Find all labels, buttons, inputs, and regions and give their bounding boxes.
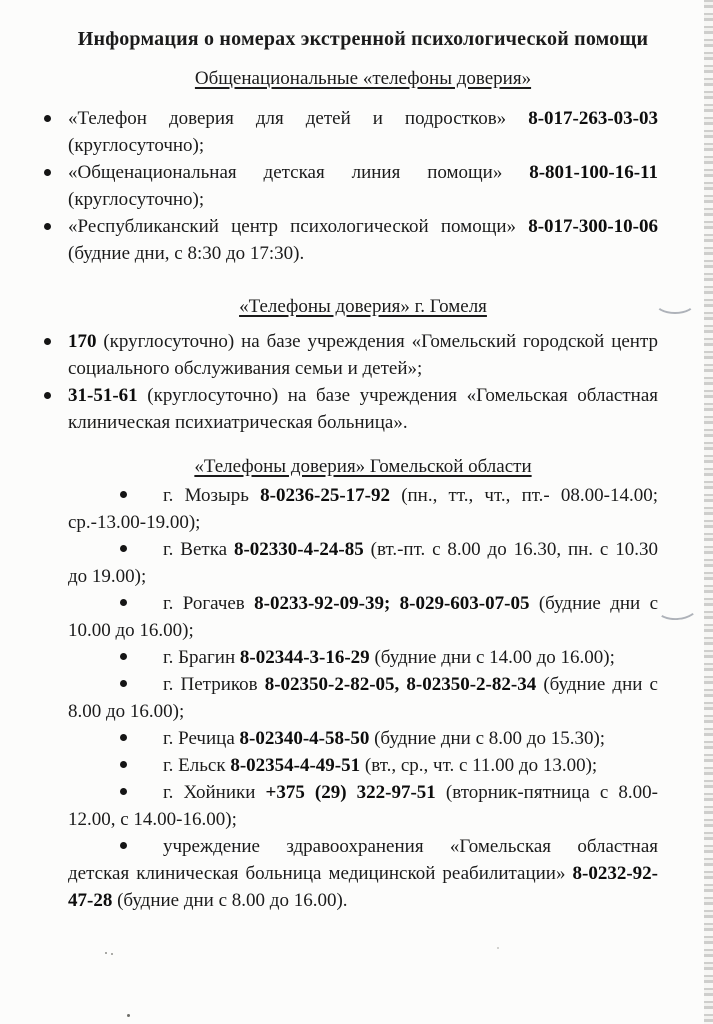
item-text: (будние дни с 10.00 до 16.00); [68,593,659,641]
phone-number: 8-02330-4-24-85 [233,539,364,560]
item-text: г. Ельск [163,755,231,776]
scan-speck [497,947,499,949]
phone-number: 8-02340-4-58-50 [239,728,370,749]
bullet-icon [44,169,51,176]
list-item [68,536,658,590]
item-text: (круглосуточно) на базе учреждения «Гомельский городской центр социального обслуживания семьи и детей»; [68,331,658,379]
list-item [68,644,658,671]
scan-artifact-curve [654,290,696,314]
list-item [68,159,658,213]
phone-number: 170 [68,331,97,352]
list-item [68,725,658,752]
phone-number: 8-801-100-16-11 [529,162,658,183]
bullet-icon [120,734,127,741]
item-text: (будние дни, с 8:30 до 17:30). [68,243,305,264]
document-title: Информация о номерах экстренной психологической помощи [77,28,649,50]
bullet-icon [44,392,51,399]
item-text: г. Хойники [163,782,266,803]
item-text: (вт., ср., чт. с 11.00 до 13.00); [360,755,598,776]
item-text: г. Мозырь [163,485,261,506]
item-text: г. Ветка [163,539,234,560]
bullet-icon [120,761,127,768]
phone-number: 8-02350-2-82-05, 8-02350-2-82-34 [264,674,537,695]
phone-number: 8-0233-92-09-39; 8-029-603-07-05 [254,593,530,614]
list-item [68,671,658,725]
item-text: (будние дни с 8.00 до 15.30); [369,728,606,749]
phone-number: 31-51-61 [68,385,138,406]
item-text: учреждение здравоохранения «Гомельская областная детская клиническая больница медицинской реабилитации» [68,836,658,884]
item-text: г. Речица [163,728,240,749]
item-text: г. Петриков [163,674,265,695]
section-heading-gomel-city: «Телефоны доверия» г. Гомеля [239,296,487,317]
bullet-icon [44,338,51,345]
list-item [68,590,658,644]
item-text: «Телефон доверия для детей и подростков» [68,108,529,129]
list-item [68,482,658,536]
list-item [68,328,658,382]
item-text: (круглосуточно); [68,135,205,156]
scan-speck [127,1014,130,1017]
item-text: г. Рогачев [163,593,255,614]
item-text: (пн., тт., чт., пт.- 08.00-14.00; ср.-13.00-19.00); [68,485,658,533]
item-text: (будние дни с 14.00 до 16.00); [369,647,615,668]
phone-number: 8-0236-25-17-92 [260,485,390,506]
list-item [68,752,658,779]
bullet-icon [44,115,51,122]
phone-number: 8-017-300-10-06 [528,216,658,237]
scan-speck [105,952,107,954]
list-item [68,833,658,914]
item-text: (вт.-пт. с 8.00 до 16.30, пн. с 10.30 до 19.00); [68,539,658,587]
section-gomel-region-hotlines [68,453,658,914]
item-text: (вторник-пятница с 8.00-12.00, с 14.00-16.00); [68,782,658,830]
phone-number: +375 (29) 322-97-51 [265,782,436,803]
item-text: (круглосуточно); [68,189,205,210]
bullet-icon [120,599,127,606]
bullet-icon [120,680,127,687]
item-text: г. Брагин [163,647,240,668]
item-text: (будние дни с 8.00 до 16.00); [68,674,658,722]
list-item [68,382,658,436]
scan-edge-strip [704,0,713,1024]
bullet-icon [44,223,51,230]
section-heading-gomel-region: «Телефоны доверия» Гомельской области [194,456,532,477]
bullet-icon [120,545,127,552]
phone-number: 8-02354-4-49-51 [230,755,361,776]
item-text: (круглосуточно) на базе учреждения «Гомельская областная клиническая психиатрическая больница». [68,385,658,433]
bullet-icon [120,842,127,849]
item-text: «Общенациональная детская линия помощи» [68,162,530,183]
section-gomel-city-hotlines [68,293,658,436]
item-text: (будние дни с 8.00 до 16.00). [112,890,348,911]
item-text: «Республиканский центр психологической помощи» [68,216,529,237]
phone-number: 8-017-263-03-03 [528,108,658,129]
section-heading-national: Общенациональные «телефоны доверия» [194,68,532,89]
bullet-icon [120,653,127,660]
section-national-hotlines [68,65,658,267]
list-item [68,105,658,159]
phone-number: 8-02344-3-16-29 [239,647,370,668]
bullet-icon [120,788,127,795]
list-item [68,213,658,267]
phone-number: 8-0232-92-47-28 [68,863,658,911]
national-hotline-list [68,105,658,267]
bullet-icon [120,491,127,498]
list-item [68,779,658,833]
gomel-city-hotline-list [68,328,658,436]
